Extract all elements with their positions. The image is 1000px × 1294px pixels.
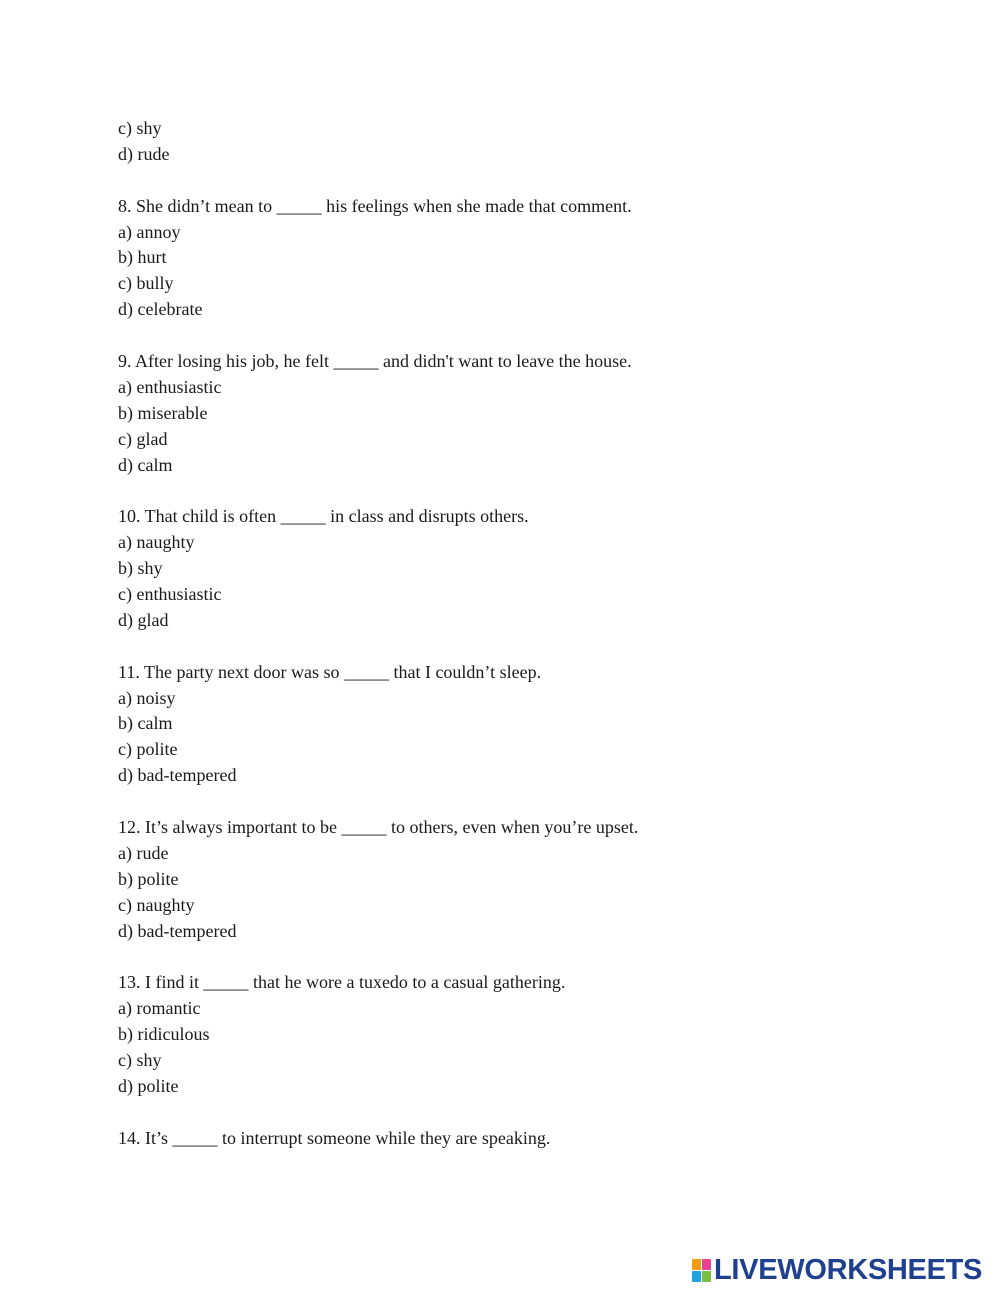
option-line: b) polite xyxy=(118,868,179,889)
option-line: b) shy xyxy=(118,558,163,579)
option-line: d) glad xyxy=(118,609,169,630)
liveworksheets-logo xyxy=(692,1254,982,1286)
logo-tile-3 xyxy=(692,1271,701,1282)
option-line: d) calm xyxy=(118,454,173,475)
question-10: 10. That child is often _____ in class and disrupts others. xyxy=(118,506,529,527)
option-line: c) polite xyxy=(118,739,178,760)
logo-tile-4 xyxy=(702,1271,711,1282)
option-line: d) rude xyxy=(118,143,170,164)
option-line: d) bad-tempered xyxy=(118,765,237,786)
question-13: 13. I find it _____ that he wore a tuxedo to a casual gathering. xyxy=(118,972,566,993)
option-line: c) shy xyxy=(118,1050,162,1071)
option-line: a) romantic xyxy=(118,998,201,1019)
option-line: c) glad xyxy=(118,428,168,449)
option-line: c) naughty xyxy=(118,894,195,915)
question-9: 9. After losing his job, he felt _____ and didn't want to leave the house. xyxy=(118,351,632,372)
question-8: 8. She didn’t mean to _____ his feelings when she made that comment. xyxy=(118,195,632,216)
option-line: d) celebrate xyxy=(118,299,203,320)
option-line: a) noisy xyxy=(118,687,176,708)
option-line: c) bully xyxy=(118,273,174,294)
option-line: b) miserable xyxy=(118,402,208,423)
question-11: 11. The party next door was so _____ that I couldn’t sleep. xyxy=(118,661,542,682)
option-line: a) naughty xyxy=(118,532,195,553)
option-line: c) shy xyxy=(118,118,162,138)
option-line: d) bad-tempered xyxy=(118,920,237,941)
option-line: b) hurt xyxy=(118,247,167,268)
question-14: 14. It’s _____ to interrupt someone while they are speaking. xyxy=(118,1127,551,1148)
logo-tile-1 xyxy=(692,1259,701,1270)
logo-text: LIVEWORKSHEETS xyxy=(714,1254,983,1286)
option-line: b) ridiculous xyxy=(118,1024,210,1045)
option-line: a) enthusiastic xyxy=(118,376,222,397)
option-line: a) rude xyxy=(118,842,169,863)
option-line: b) calm xyxy=(118,713,173,734)
option-line: a) annoy xyxy=(118,221,181,242)
option-line: d) polite xyxy=(118,1075,179,1096)
option-line: c) enthusiastic xyxy=(118,584,222,605)
question-12: 12. It’s always important to be _____ to others, even when you’re upset. xyxy=(118,817,639,838)
logo-tile-2 xyxy=(702,1259,711,1270)
logo-mark-icon xyxy=(692,1259,711,1282)
worksheet-page xyxy=(118,116,878,1152)
